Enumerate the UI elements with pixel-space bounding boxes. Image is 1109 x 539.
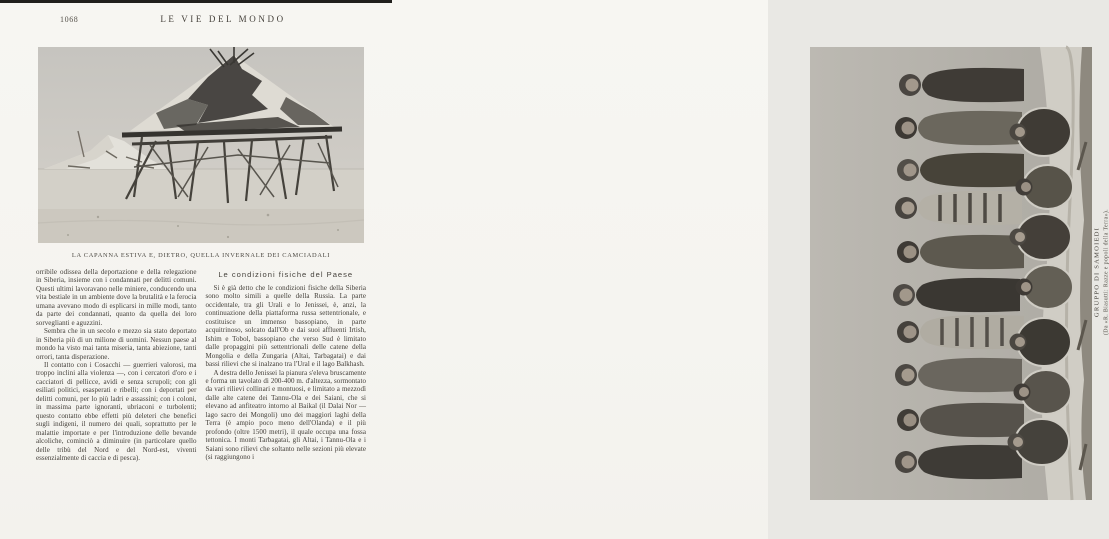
paragraph: Si è già detto che le condizioni fisiche della Siberia sono molto simili a quelle della Russia. La parte occidentale, tra gli Urali e lo Jenissei, è, anzi, la continuazione della piattaforma russa settentrionale, e costituisce un immenso bassopiano, in parte acquitrinoso, solcato dall'Ob e dai suoi affluenti Irtish, Ishim e Tobol, bassopiano che verso Sud è limitato dalle propaggini più settentrionali delle catene della Mongolia e della Zungaria (Altai, Tarbagatai) e dai bassi rilievi che si inalzano tra l'Ural e il lago Balkhash.	[205, 284, 366, 369]
summer-hut-photo-art	[38, 47, 364, 243]
page-number: 1068	[60, 15, 79, 24]
paragraph: A destra dello Jenissei la pianura s'eleva bruscamente e forma un tavolato di 200-400 m. d'altezza, sormontato da vari rilievi collinari e montuosi, e limitato a mezzodì dalle alte catene dei Tannu-Ola e dei Saiani, che si elevano ad anfiteatro intorno al Baikal (il Dalai Nor — lago sacro dei Mongoli) uno dei maggiori laghi della Terra (è ampio poco meno dell'Olanda) e il più profondo (oltre 1500 metri), il quale occupa una fossa tettonica. I monti Tarbagatai, gli Altai, i Tannu-Ola e i Saiani sono rilievi che soltanto nelle sezioni più elevate (si raggiungono i	[205, 368, 366, 462]
body-text	[36, 268, 366, 462]
journal-title: LE VIE DEL MONDO	[160, 14, 286, 24]
text-column-left	[36, 268, 197, 462]
caption-source: (Da «R. Biasutti: Razze e popoli della Terra»).	[1102, 209, 1109, 336]
photo-caption: LA CAPANNA ESTIVA E, DIETRO, QUELLA INVERNALE DEI CAMCIADALI	[71, 252, 331, 259]
text-column-right	[206, 268, 367, 462]
paragraph: orribile odissea della deportazione e della relegazione in Siberia, insieme con i condannati per delitti comuni. Questi ultimi lavoravano nelle miniere, conducendo una vita bestiale in un ambiente dove la brutalità e la ferocia umana avevano modo di esplicarsi in mille modi, tanto da parte dei condannati, quanto da quella dei loro sorveglianti e aguzzini.	[36, 268, 197, 327]
right-page	[390, 0, 1109, 539]
left-page	[0, 0, 390, 539]
summer-hut-photo	[38, 47, 364, 243]
paragraph: Sembra che in un secolo e mezzo sia stato deportato in Siberia più di un milione di uomini. Nessun paese al mondo ha visto mai tanta miseria, tanta abiezione, tanti orrori, tanta disperazione.	[36, 327, 197, 361]
rotated-photo-caption	[1093, 122, 1109, 422]
samoyed-group-photo	[810, 47, 1092, 500]
section-heading: Le condizioni fisiche del Paese	[218, 270, 354, 279]
caption-title: GRUPPO DI SAMOIEDI	[1093, 226, 1101, 318]
samoyed-group-photo-art	[810, 47, 1092, 500]
paragraph: Il contatto con i Cosacchi — guerrieri valorosi, ma troppo inclini alla violenza —, con i cercatori d'oro e i cacciatori di pellicce, avidi e senza scrupoli; con gli esiliati politici, esasperati e ribelli; con i deportati per delitti comuni, per lo più ladri e assassini; con i coloni, in massima parte ignoranti, ubriaconi e turbolenti; questo contatto ebbe effetti più deleteri che benefici sugli indigeni, il numero dei quali, soprattutto per le malattie importate e per l'introduzione delle bevande alcoliche, cominciò a diminuire (in particolare quello delle tribù del Nord e del Nord-est, viventi essenzialmente di caccia e di pesca).	[36, 360, 197, 462]
